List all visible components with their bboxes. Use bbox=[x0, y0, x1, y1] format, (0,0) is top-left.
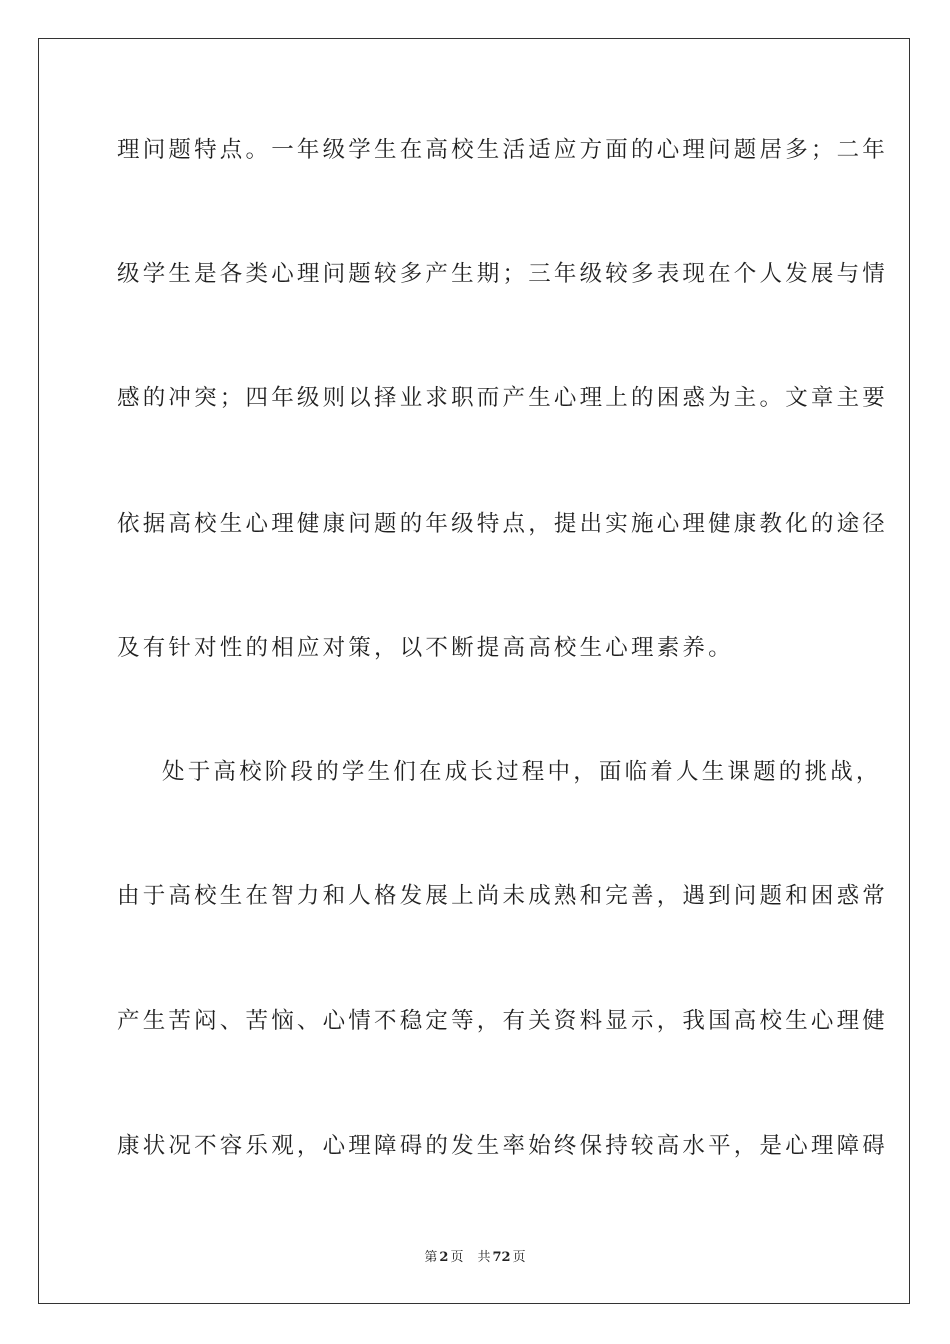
page-suffix: 页 bbox=[450, 1250, 464, 1265]
text-line-8: 产生苦闷、苦恼、心情不稳定等，有关资料显示，我国高校生心理健 bbox=[117, 1008, 889, 1034]
page-number: 2 bbox=[439, 1250, 449, 1265]
page-footer bbox=[0, 1246, 950, 1265]
total-suffix: 页 bbox=[512, 1250, 526, 1265]
text-line-2: 级学生是各类心理问题较多产生期；三年级较多表现在个人发展与情 bbox=[117, 261, 889, 287]
total-prefix: 共 bbox=[477, 1250, 491, 1265]
text-line-1: 理问题特点。一年级学生在高校生活适应方面的心理问题居多；二年 bbox=[117, 137, 889, 163]
total-pages: 72 bbox=[492, 1250, 511, 1265]
text-line-3: 感的冲突；四年级则以择业求职而产生心理上的困惑为主。文章主要 bbox=[117, 385, 889, 411]
text-line-5: 及有针对性的相应对策，以不断提高高校生心理素养。 bbox=[117, 635, 734, 661]
page-prefix: 第 bbox=[424, 1250, 438, 1265]
text-line-7: 由于高校生在智力和人格发展上尚未成熟和完善，遇到问题和困惑常 bbox=[117, 883, 889, 909]
text-line-6: 处于高校阶段的学生们在成长过程中，面临着人生课题的挑战， bbox=[162, 759, 882, 785]
text-line-4: 依据高校生心理健康问题的年级特点，提出实施心理健康教化的途径 bbox=[117, 511, 889, 537]
text-line-9: 康状况不容乐观，心理障碍的发生率始终保持较高水平，是心理障碍 bbox=[117, 1133, 889, 1159]
page-border bbox=[38, 38, 910, 1304]
